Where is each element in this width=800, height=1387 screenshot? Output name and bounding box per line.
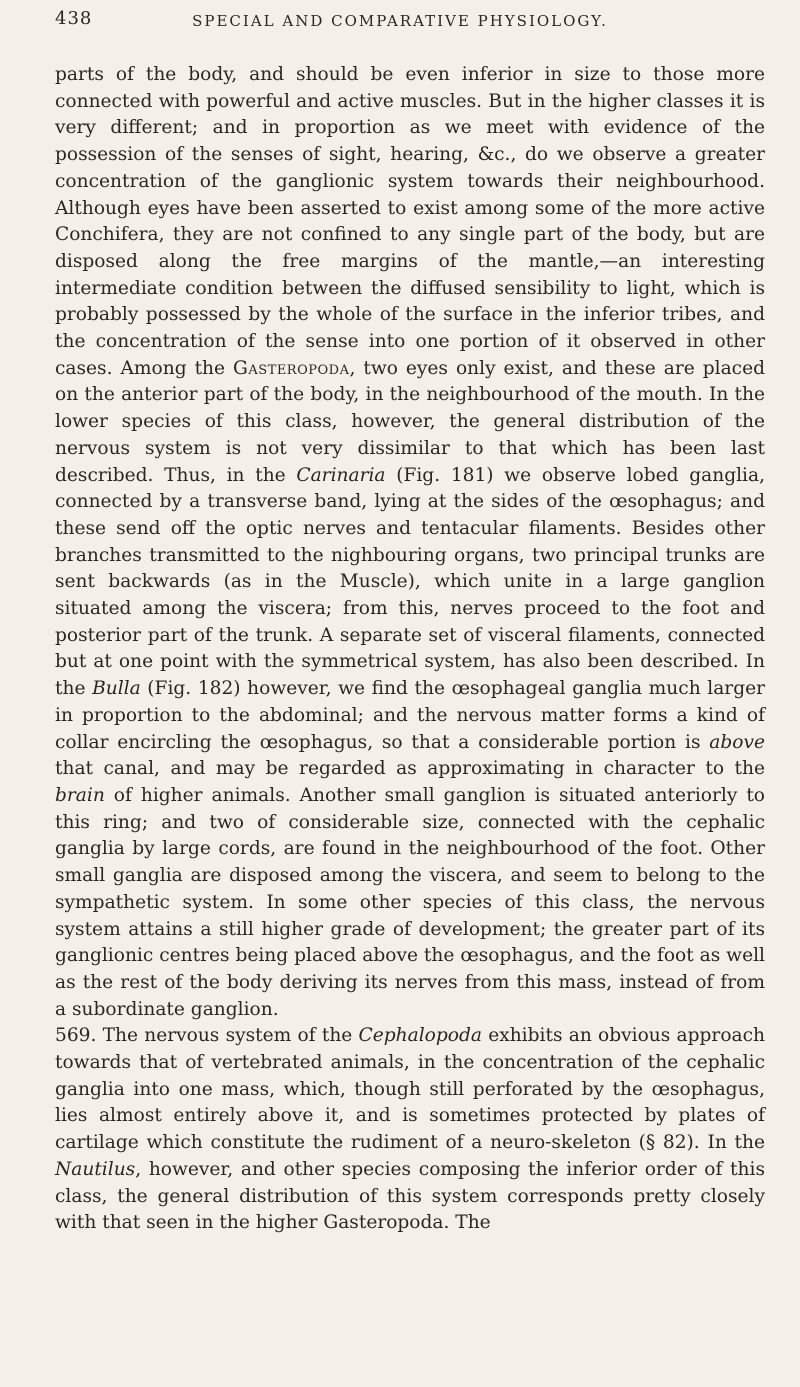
term-above: above	[709, 731, 765, 753]
term-carinaria: Carinaria	[296, 464, 386, 486]
page-text	[55, 62, 765, 1237]
term-cephalopoda: Cephalopoda	[358, 1025, 482, 1047]
page-number: 438	[55, 8, 93, 29]
term-nautilus: Nautilus	[55, 1158, 136, 1180]
running-head: SPECIAL AND COMPARATIVE PHYSIOLOGY.	[192, 12, 608, 30]
term-gasteropoda: Gasteropoda	[233, 357, 350, 379]
term-bulla: Bulla	[92, 678, 141, 700]
paragraph-continued: parts of the body, and should be even inferior in size to those more connected with powerful and active muscles. But in the higher classes it is very different; and in proportion as we meet with evidence of the possession of the senses of sight, hearing, &c., do we observe a greater concentration of the ganglionic system towards their neighbourhood. Although eyes have been asserted to exist among some of the more active Conchifera, they are not confined to any single part of the body, but are disposed along the free margins of the mantle,—an interesting intermediate condition between the diffused sensibility to light, which is probably possessed by the whole of the surface in the inferior tribes, and the concentration of the sense into one portion of it observed in other cases. Among the Gasteropoda, two eyes only exist, and these are placed on the anterior part of the body, in the neighbourhood of the mouth. In the lower species of this class, however, the general distribution of the nervous system is not very dissimilar to that which has been last described. Thus, in the Carinaria (Fig. 181) we observe lobed ganglia, connected by a transverse band, lying at the sides of the œsophagus; and these send off the optic nerves and tentacular filaments. Besides other branches transmitted to the nighbouring organs, two principal trunks are sent backwards (as in the Muscle), which unite in a large ganglion situated among the viscera; from this, nerves proceed to the foot and posterior part of the trunk. A separate set of visceral filaments, connected but at one point with the symmetrical system, has also been described. In the Bulla (Fig. 182) however, we find the œsophageal ganglia much larger in proportion to the abdominal; and the nervous matter forms a kind of collar encircling the œsophagus, so that a considerable portion is above that canal, and may be regarded as approximating in character to the brain of higher animals. Another small ganglion is situated anteriorly to this ring; and two of considerable size, connected with the cephalic ganglia by large cords, are found in the neighbourhood of the foot. Other small ganglia are disposed among the viscera, and seem to belong to the sympathetic system. In some other species of this class, the nervous system attains a still higher grade of development; the greater part of its ganglionic centres being placed above the œsophagus, and the foot as well as the rest of the body deriving its nerves from this mass, instead of from a subordinate ganglion.	[55, 64, 765, 1020]
term-brain: brain	[55, 784, 105, 806]
paragraph-569: 569. The nervous system of the Cephalopoda exhibits an obvious approach towards that of vertebrated animals, in the concentration of the cephalic ganglia into one mass, which, though still perforated by the œsophagus, lies almost entirely above it, and is sometimes protected by plates of cartilage which constitute the rudiment of a neuro-skeleton (§ 82). In the Nautilus, however, and other species composing the inferior order of this class, the general distribution of this system corresponds pretty closely with that seen in the higher Gasteropoda. The	[55, 1025, 765, 1234]
